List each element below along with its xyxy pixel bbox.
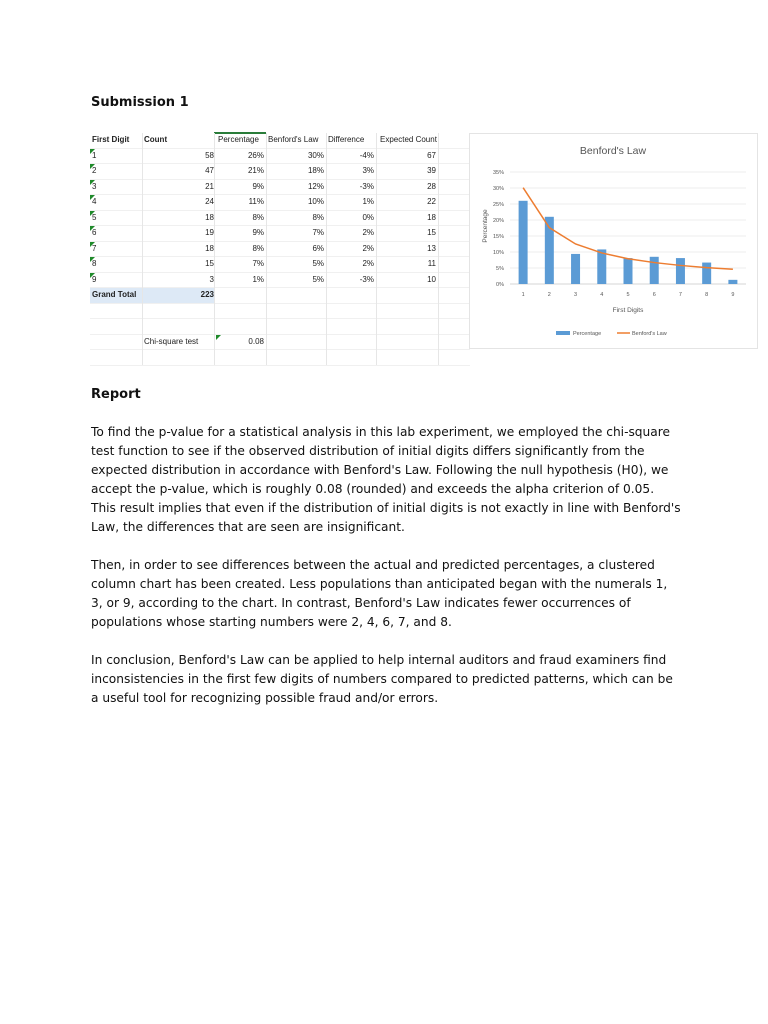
cell-count[interactable]: 18 <box>205 243 214 253</box>
cell-expected-count[interactable]: 10 <box>427 274 436 284</box>
cell-count[interactable]: 47 <box>205 166 214 175</box>
data-table <box>90 133 470 366</box>
bar-percentage <box>624 258 633 284</box>
y-tick-label: 30% <box>492 186 504 192</box>
table-row <box>90 242 470 258</box>
legend-percentage-label: Percentage <box>573 331 602 337</box>
cell-benford[interactable]: 12% <box>307 181 324 191</box>
header-count[interactable]: Count <box>144 135 168 144</box>
chi-square-row <box>90 335 470 351</box>
cell-first-digit[interactable]: 3 <box>92 181 97 191</box>
cell-expected-count[interactable]: 28 <box>427 181 436 191</box>
cell-expected-count[interactable]: 15 <box>427 228 436 237</box>
y-axis-label: Percentage <box>482 209 489 243</box>
cell-difference[interactable]: 2% <box>362 259 374 268</box>
cell-benford[interactable]: 18% <box>307 166 324 175</box>
cell-expected-count[interactable]: 11 <box>427 259 436 268</box>
report-paragraph: To find the p-value for a statistical analysis in this lab experiment, we employed the chi-square test function to see if the observed distribution of initial digits differs significantly from the expected distribution in accordance with Benford's Law. Following the null hypothesis (H0), we accept the p-value, which is roughly 0.08 (rounded) and exceeds the alpha criterion of 0.05. This result implies that even if the distribution of initial digits is not exactly in line with Benford's Law, the differences that are seen are insignificant. <box>91 425 681 534</box>
chi-square-value[interactable]: 0.08 <box>248 336 264 346</box>
cell-difference[interactable]: 0% <box>362 212 374 222</box>
cell-percentage[interactable]: 8% <box>252 212 264 222</box>
legend-percentage-swatch <box>556 331 570 335</box>
cell-percentage[interactable]: 11% <box>248 197 264 206</box>
submission-title: Submission 1 <box>91 95 189 110</box>
bar-percentage <box>676 258 685 284</box>
cell-percentage[interactable]: 9% <box>252 228 264 237</box>
bar-percentage <box>650 257 659 284</box>
cell-percentage[interactable]: 26% <box>247 150 264 160</box>
y-tick-label: 5% <box>496 266 504 272</box>
table-row <box>90 195 470 211</box>
chart-legend <box>556 331 667 337</box>
table-row <box>90 149 470 165</box>
x-tick-label: 4 <box>600 292 604 298</box>
report-paragraph: Then, in order to see differences between the actual and predicted percentages, a clustered column chart has been created. Less populations than anticipated began with the numerals 1, 3, or 9, according to the chart. In contrast, Benford's Law indicates fewer occurrences of populations whose starting numbers were 2, 4, 6, 7, and 8. <box>91 558 668 629</box>
chart-line <box>523 188 733 270</box>
cell-expected-count[interactable]: 39 <box>427 166 436 175</box>
cell-count[interactable]: 21 <box>205 181 214 191</box>
header-first-digit[interactable]: First Digit <box>92 135 130 144</box>
cell-count[interactable]: 19 <box>205 228 214 237</box>
cell-difference[interactable]: -4% <box>359 150 374 160</box>
cell-first-digit[interactable]: 2 <box>92 166 97 175</box>
report-body <box>91 423 681 727</box>
empty-row <box>90 304 470 320</box>
cell-first-digit[interactable]: 9 <box>92 274 97 284</box>
table-header-row <box>90 133 470 149</box>
cell-first-digit[interactable]: 7 <box>92 243 97 253</box>
cell-benford[interactable]: 7% <box>312 228 324 237</box>
header-benfords-law[interactable]: Benford's Law <box>268 135 319 144</box>
x-ticks <box>522 292 735 298</box>
cell-first-digit[interactable]: 8 <box>92 259 97 268</box>
bar-percentage <box>597 249 606 284</box>
cell-benford[interactable]: 6% <box>312 243 324 253</box>
y-tick-label: 0% <box>496 282 504 288</box>
x-tick-label: 2 <box>547 292 551 298</box>
empty-row <box>90 350 470 366</box>
x-tick-label: 3 <box>574 292 578 298</box>
report-title: Report <box>91 387 141 402</box>
empty-row <box>90 319 470 335</box>
chart-title: Benford's Law <box>579 145 647 157</box>
report-paragraph: In conclusion, Benford's Law can be applied to help internal auditors and fraud examiners find inconsistencies in the first few digits of numbers compared to predicted patterns, which can be a useful tool for recognizing possible fraud and/or errors. <box>91 653 673 705</box>
grand-total-label[interactable]: Grand Total <box>92 290 137 299</box>
cell-difference[interactable]: -3% <box>359 181 374 191</box>
cell-expected-count[interactable]: 18 <box>427 212 436 222</box>
grid-line <box>214 133 215 365</box>
cell-percentage[interactable]: 7% <box>252 259 264 268</box>
x-tick-label: 9 <box>731 292 735 298</box>
y-tick-label: 20% <box>492 218 504 224</box>
cell-percentage[interactable]: 1% <box>252 274 264 284</box>
cell-count[interactable]: 3 <box>209 274 214 284</box>
table-row <box>90 257 470 273</box>
table-row <box>90 273 470 289</box>
table-body <box>90 149 470 289</box>
cell-count[interactable]: 58 <box>205 150 214 160</box>
cell-benford[interactable]: 10% <box>307 197 324 206</box>
cell-difference[interactable]: -3% <box>359 274 374 284</box>
cell-percentage[interactable]: 8% <box>252 243 264 253</box>
cell-count[interactable]: 15 <box>205 259 214 268</box>
cell-expected-count[interactable]: 22 <box>427 197 436 206</box>
y-tick-label: 10% <box>492 250 504 256</box>
bar-percentage <box>519 201 528 284</box>
legend-benford-label: Benford's Law <box>632 331 667 337</box>
table-row <box>90 180 470 196</box>
cell-percentage[interactable]: 21% <box>247 166 264 175</box>
grid-line <box>326 133 327 365</box>
x-tick-label: 1 <box>521 292 525 298</box>
cell-benford[interactable]: 5% <box>312 259 324 268</box>
cell-percentage[interactable]: 9% <box>252 181 264 191</box>
cell-benford[interactable]: 5% <box>312 274 324 284</box>
bar-percentage <box>702 263 711 284</box>
header-difference[interactable]: Difference <box>328 135 365 144</box>
header-expected-count[interactable]: Expected Count <box>380 135 437 144</box>
grid-line <box>438 133 439 365</box>
cell-benford[interactable]: 30% <box>307 150 324 160</box>
cell-difference[interactable]: 2% <box>362 243 374 253</box>
cell-difference[interactable]: 1% <box>362 197 374 206</box>
grid-line <box>376 133 377 365</box>
cell-count[interactable]: 24 <box>205 197 214 206</box>
cell-benford[interactable]: 8% <box>312 212 324 222</box>
cell-first-digit[interactable]: 6 <box>92 228 97 237</box>
grid-line <box>142 133 143 365</box>
cell-first-digit[interactable]: 1 <box>92 150 97 160</box>
cell-expected-count[interactable]: 67 <box>427 150 436 160</box>
cell-difference[interactable]: 3% <box>362 166 374 175</box>
header-percentage[interactable]: Percentage <box>218 135 259 144</box>
y-tick-label: 15% <box>492 234 504 240</box>
benford-chart[interactable] <box>469 133 758 349</box>
grid-line <box>266 133 267 365</box>
cell-first-digit[interactable]: 4 <box>92 197 97 206</box>
cell-first-digit[interactable]: 5 <box>92 212 97 222</box>
bar-percentage <box>728 280 737 284</box>
x-axis-label: First Digits <box>612 307 644 314</box>
cell-count[interactable]: 18 <box>205 212 214 222</box>
chi-square-label[interactable]: Chi-square test <box>144 336 199 346</box>
y-tick-label: 35% <box>492 170 504 176</box>
cell-difference[interactable]: 2% <box>362 228 374 237</box>
chart-svg <box>470 134 757 348</box>
x-tick-label: 8 <box>705 292 709 298</box>
table-row <box>90 226 470 242</box>
table-row <box>90 211 470 227</box>
table-row <box>90 164 470 180</box>
x-tick-label: 7 <box>678 292 682 298</box>
cell-expected-count[interactable]: 13 <box>427 243 436 253</box>
bar-percentage <box>571 254 580 284</box>
y-ticks <box>493 170 504 288</box>
y-tick-label: 25% <box>492 202 504 208</box>
x-tick-label: 5 <box>626 292 630 298</box>
grand-total-row <box>90 288 470 304</box>
line-benfords-law <box>523 188 733 270</box>
grand-total-value[interactable]: 223 <box>200 290 214 299</box>
x-tick-label: 6 <box>652 292 656 298</box>
chart-bars <box>519 201 738 284</box>
